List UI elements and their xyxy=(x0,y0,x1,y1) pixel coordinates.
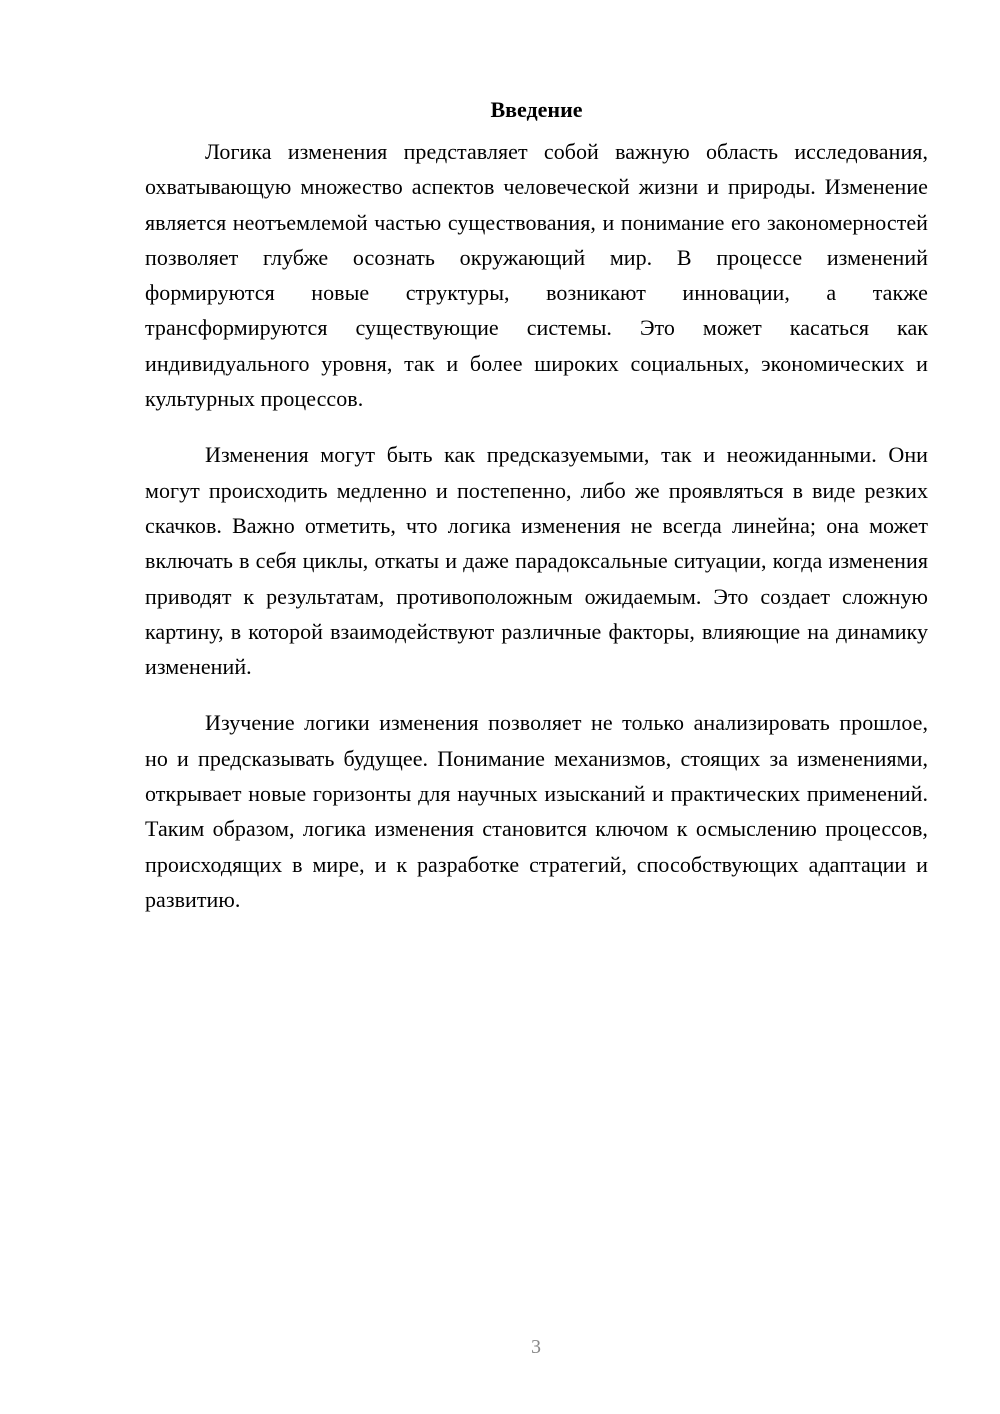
page-number: 3 xyxy=(531,1336,541,1358)
page-content xyxy=(145,95,928,938)
paragraph-2: Изменения могут быть как предсказуемыми, так и неожиданными. Они могут происходить медленно и постепенно, либо же проявляться в виде резких скачков. Важно отметить, что логика изменения не всегда линейна; она может включать в себя циклы, откаты и даже парадоксальные ситуации, когда изменения приводят к результатам, противоположным ожидаемым. Это создает сложную картину, в которой взаимодействуют различные факторы, влияющие на динамику изменений. xyxy=(145,442,928,680)
section-title: Введение xyxy=(490,97,583,122)
paragraph-1: Логика изменения представляет собой важную область исследования, охватывающую множество аспектов человеческой жизни и природы. Изменение является неотъемлемой частью существования, и понимание его закономерностей позволяет глубже осознать окружающий мир. В процессе изменений формируются новые структуры, возникают инновации, а также трансформируются существующие системы. Это может касаться как индивидуального уровня, так и более широких социальных, экономических и культурных процессов. xyxy=(145,139,928,412)
paragraph-3: Изучение логики изменения позволяет не только анализировать прошлое, но и предсказывать будущее. Понимание механизмов, стоящих за изменениями, открывает новые горизонты для научных изысканий и практических применений. Таким образом, логика изменения становится ключом к осмыслению процессов, происходящих в мире, и к разработке стратегий, способствующих адаптации и развитию. xyxy=(145,710,928,912)
